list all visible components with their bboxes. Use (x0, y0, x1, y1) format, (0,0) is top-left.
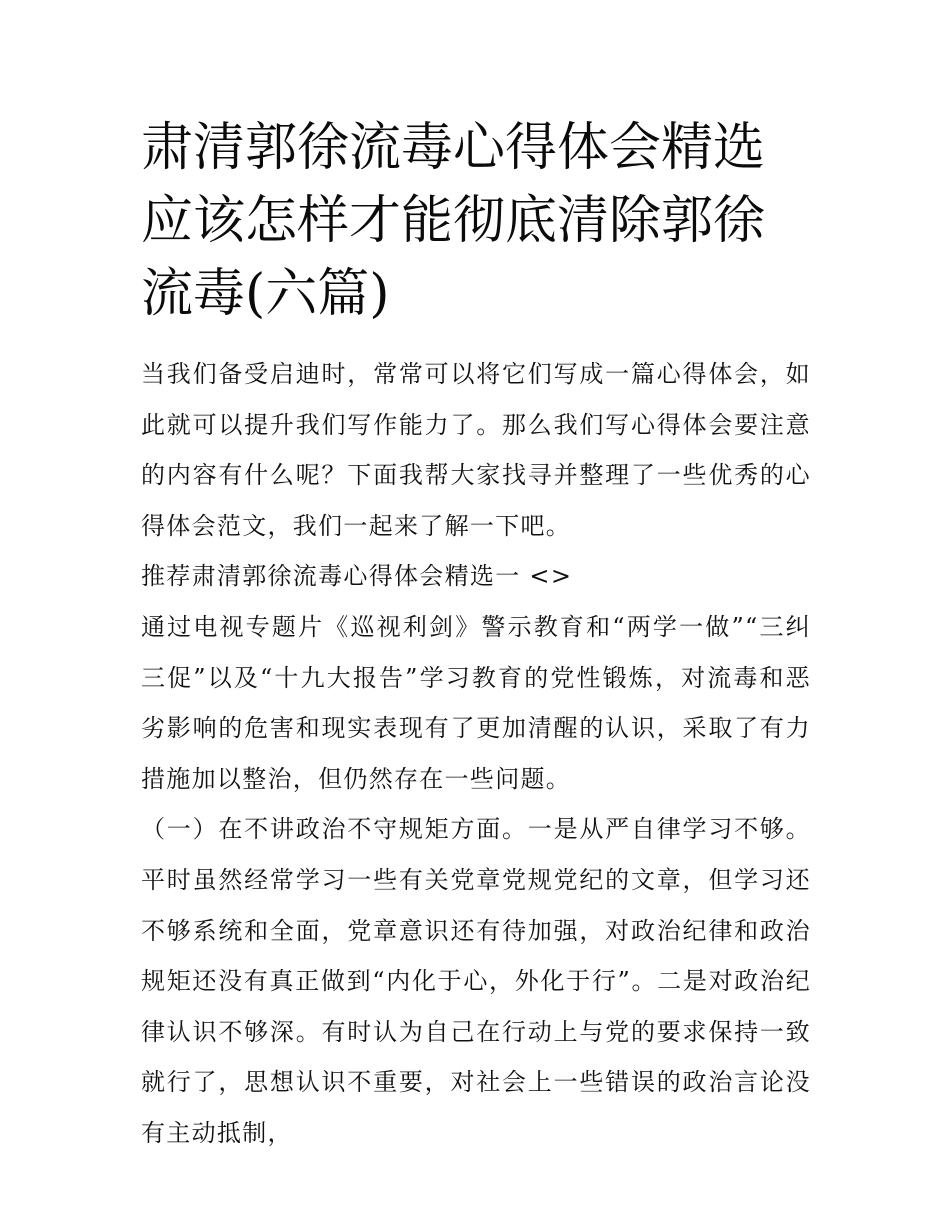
document-content (141, 112, 811, 1159)
body-paragraph-2: （一）在不讲政治不守规矩方面。一是从严自律学习不够。平时虽然经常学习一些有关党章党规党纪的文章，但学习还不够系统和全面，党章意识还有待加强，对政治纪律和政治规矩还没有真正做到“内化于心，外化于行”。二是对政治纪律认识不够深。有时认为自己在行动上与党的要求保持一致就行了，思想认识不重要，对社会上一些错误的政治言论没有主动抵制， (141, 815, 811, 1147)
document-body (141, 349, 811, 1159)
body-paragraph-1: 通过电视专题片《巡视利剑》警示教育和“两学一做”“三纠三促”以及“十九大报告”学习教育的党性锻炼，对流毒和恶劣影响的危害和现实表现有了更加清醒的认识，采取了有力措施加以整治，但仍然存在一些问题。 (141, 612, 811, 793)
section-heading: 推荐肃清郭徐流毒心得体会精选一 <> (141, 562, 573, 591)
intro-paragraph: 当我们备受启迪时，常常可以将它们写成一篇心得体会，如此就可以提升我们写作能力了。那么我们写心得体会要注意的内容有什么呢？下面我帮大家找寻并整理了一些优秀的心得体会范文，我们一起来了解一下吧。 (141, 360, 811, 540)
document-title: 肃清郭徐流毒心得体会精选 应该怎样才能彻底清除郭徐流毒(六篇) (141, 118, 766, 324)
